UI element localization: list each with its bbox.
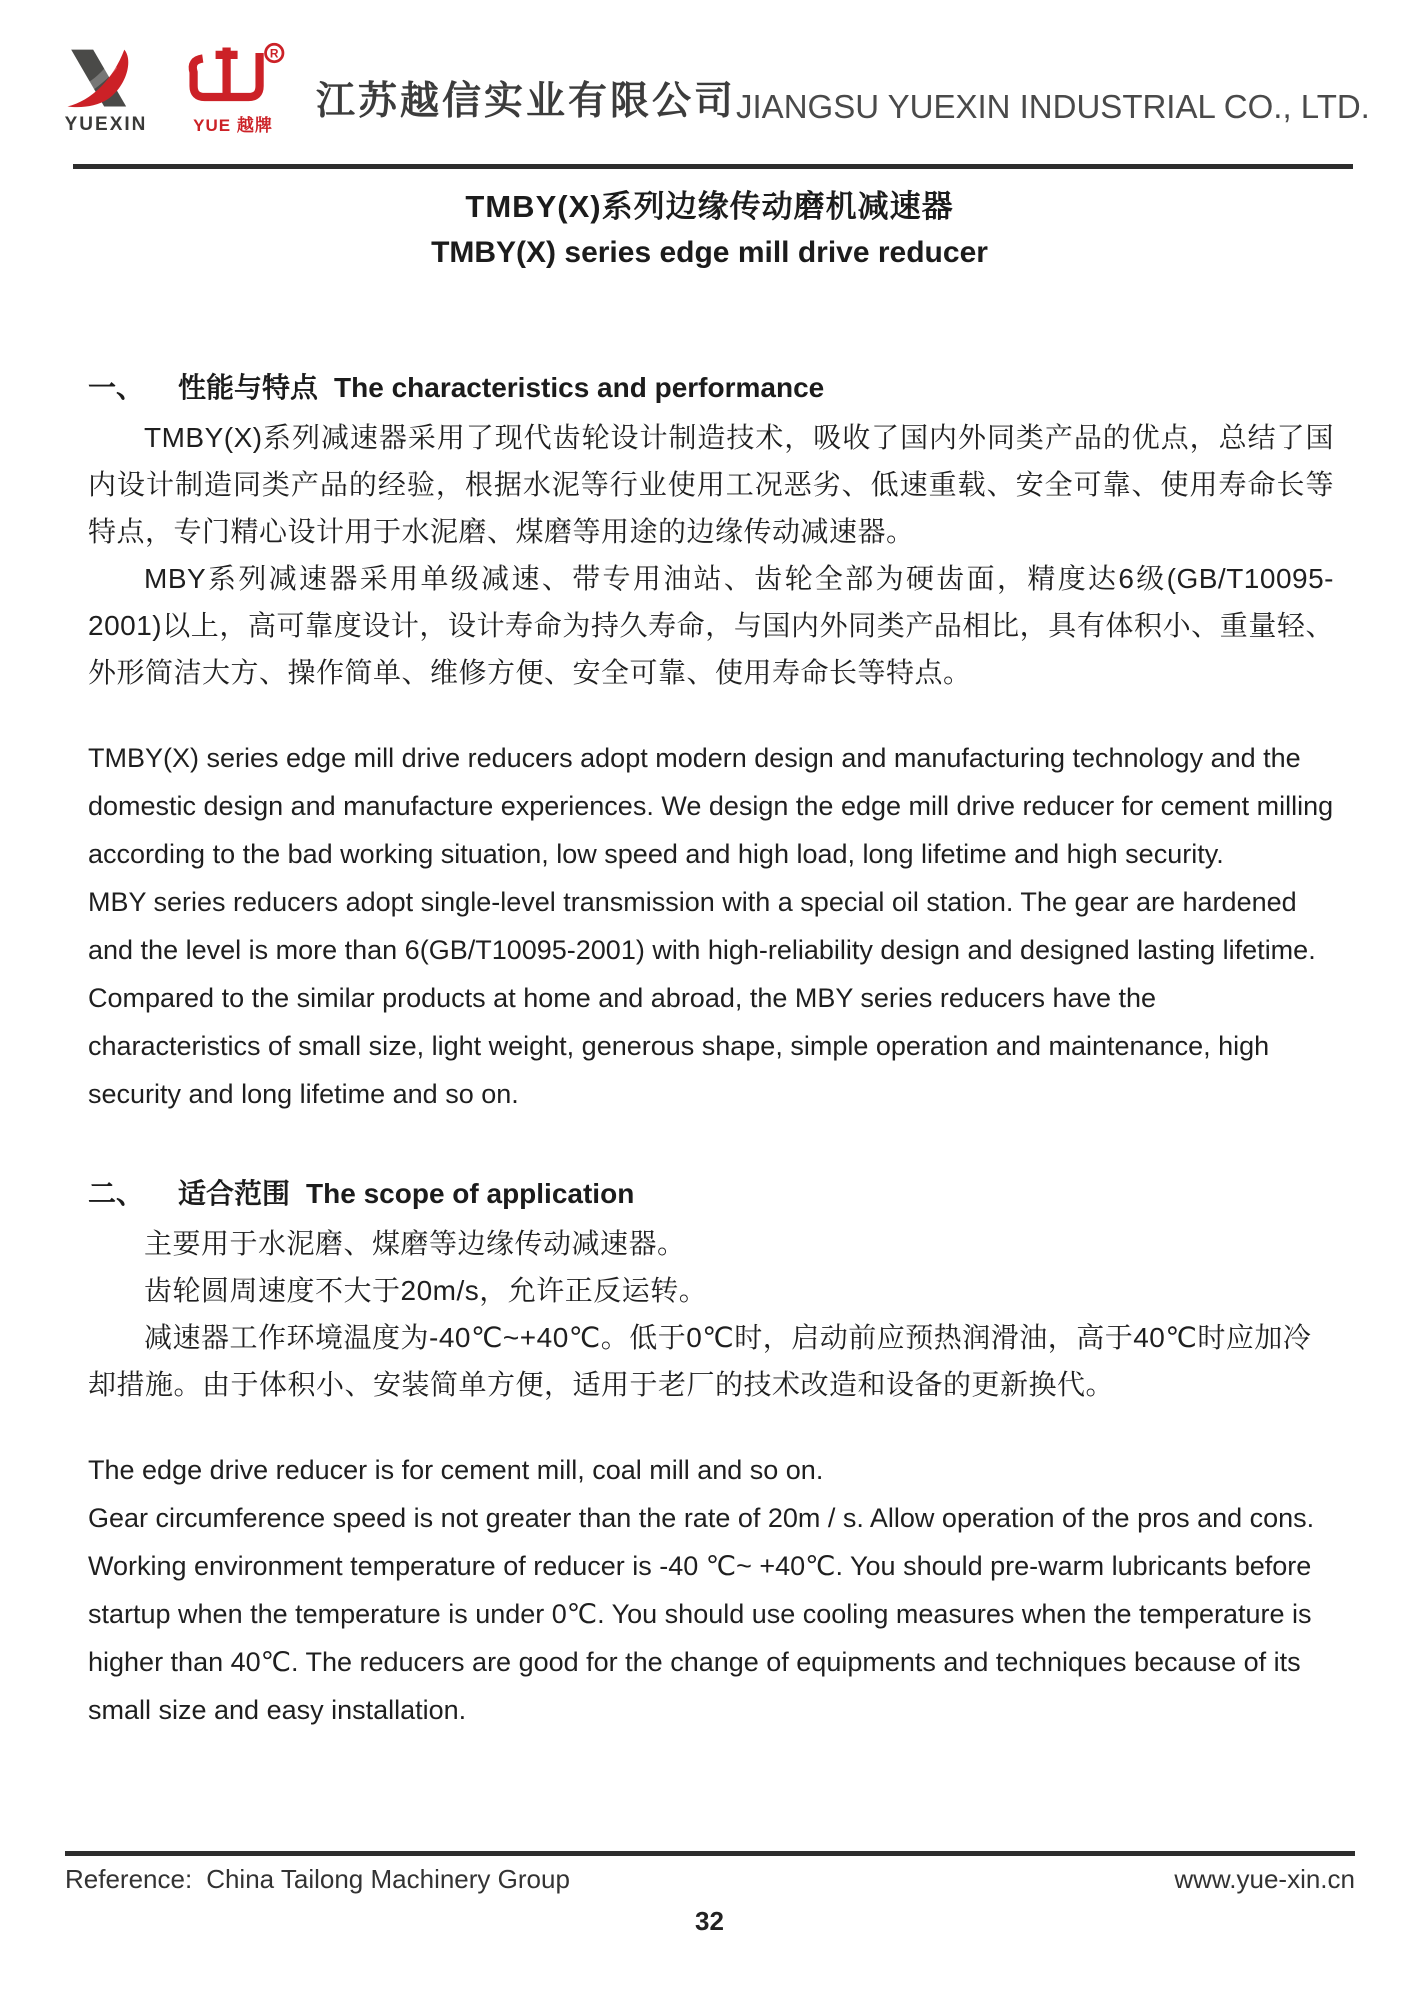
section1-chinese-text [88, 414, 1334, 696]
paragraph: Working environment temperature of reducer is -40 ℃~ +40℃. You should pre-warm lubricants before startup when the temperature is under 0℃. You should use cooling measures when the temperature is higher than 40℃. The reducers are good for the change of equipments and techniques because of its small size and easy installation. [88, 1551, 1312, 1725]
section2-number: 二、 [88, 1178, 145, 1209]
paragraph: MBY系列减速器采用单级减速、带专用油站、齿轮全部为硬齿面，精度达6级(GB/T10095-2001)以上，高可靠度设计，设计寿命为持久寿命，与国内外同类产品相比，具有体积小、重量轻、外形简洁大方、操作简单、维修方便、安全可靠、使用寿命长等特点。 [88, 563, 1334, 688]
paragraph: TMBY(X)系列减速器采用了现代齿轮设计制造技术，吸收了国内外同类产品的优点，总结了国内设计制造同类产品的经验，根据水泥等行业使用工况恶劣、低速重载、安全可靠、使用寿命长等特点，专门精心设计用于水泥磨、煤磨等用途的边缘传动减速器。 [88, 422, 1334, 547]
company-name-english: JIANGSU YUEXIN INDUSTRIAL CO., LTD. [736, 88, 1370, 125]
paragraph: TMBY(X) series edge mill drive reducers adopt modern design and manufacturing technology and the domestic design and manufacture experiences. We design the edge mill drive reducer for cement milling according to the bad working situation, low speed and high load, long lifetime and high security. [88, 743, 1334, 869]
paragraph: 主要用于水泥磨、煤磨等边缘传动减速器。 [144, 1228, 686, 1259]
reference-text [65, 1864, 570, 1895]
document-title-chinese: TMBY(X)系列边缘传动磨机减速器 [465, 189, 954, 224]
website-link[interactable]: www.yue-xin.cn [1174, 1864, 1355, 1894]
logo-block [60, 42, 288, 136]
section1-number: 一、 [88, 372, 145, 403]
paragraph: Gear circumference speed is not greater than the rate of 20m / s. Allow operation of the pros and cons. [88, 1503, 1315, 1533]
reference-label: Reference: [65, 1864, 193, 1894]
document-title-english: TMBY(X) series edge mill drive reducer [431, 236, 988, 269]
yuexin-x-swoosh-icon [60, 46, 152, 112]
header-divider [73, 164, 1353, 169]
page-footer [65, 1864, 1355, 1895]
section1-heading-cn: 性能与特点 [178, 372, 319, 403]
footer-divider [65, 1851, 1355, 1856]
paragraph: The edge drive reducer is for cement mill, coal mill and so on. [88, 1455, 824, 1485]
paragraph: 齿轮圆周速度不大于20m/s，允许正反运转。 [144, 1275, 708, 1306]
section2-chinese-text [88, 1220, 1334, 1408]
yue-brand-logo-text: YUE 越牌 [193, 116, 273, 135]
section1-heading-en: The characteristics and performance [334, 372, 825, 403]
section2-english-text [88, 1446, 1334, 1734]
yuexin-logo [60, 46, 152, 136]
section1-heading [88, 366, 1334, 406]
yue-brand-trident-icon [178, 42, 288, 108]
paragraph: 减速器工作环境温度为-40℃~+40℃。低于0℃时，启动前应预热润滑油，高于40℃时应加冷却措施。由于体积小、安装简单方便，适用于老厂的技术改造和设备的更新换代。 [88, 1322, 1312, 1400]
section1-english-text [88, 734, 1334, 1118]
page-number: 32 [695, 1906, 724, 1936]
reference-value: China Tailong Machinery Group [206, 1864, 570, 1894]
section2-heading [88, 1172, 1334, 1212]
company-name-chinese: 江苏越信实业有限公司 [316, 80, 737, 123]
document-body [88, 366, 1334, 1734]
section2-heading-cn: 适合范围 [178, 1178, 291, 1209]
page-header [60, 40, 1370, 136]
yue-brand-logo [178, 42, 288, 136]
section2-heading-en: The scope of application [306, 1178, 635, 1209]
paragraph: MBY series reducers adopt single-level transmission with a special oil station. The gear are hardened and the level is more than 6(GB/T10095-2001) with high-reliability design and designed lasting lifetime. Compared to the similar products at home and abroad, the MBY series reducers have the characteristics of small size, light weight, generous shape, simple operation and maintenance, high security and long lifetime and so on. [88, 887, 1316, 1109]
yuexin-logo-text: YUEXIN [64, 114, 148, 135]
svg-text:R: R [269, 46, 279, 61]
